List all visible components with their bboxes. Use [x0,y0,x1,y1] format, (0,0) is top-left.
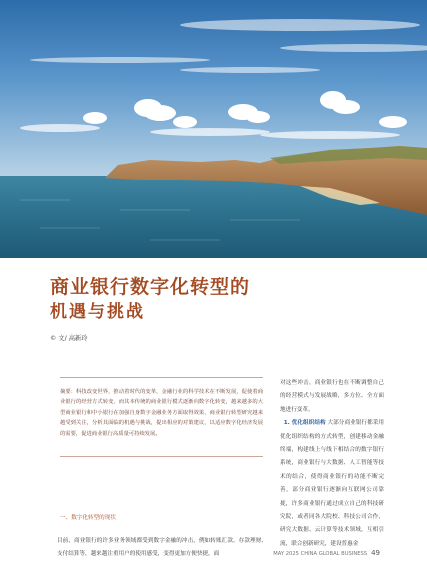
article-title: 商业银行数字化转型的 [50,276,251,298]
right-paragraph-2 [280,417,384,551]
article-subtitle: 机遇与挑战 [50,302,145,322]
page-footer [273,549,380,557]
section-heading: 一、数字化转型的现状 [60,515,116,521]
subsection-heading: 1. 优化组织结构 [283,420,326,427]
journal-name: MAY 2025 CHINA GLOBAL BUSINESS [273,551,368,557]
right-paragraph-1: 对这些冲击，商业银行也在不断调整自己的经营模式与发展战略，多方位、全方面地进行变革。 [280,380,384,413]
right-paragraph-2-text: 大部分商业银行都采用优化组织结构的方式转型，创建移动金融终端，构建线上与线下相结合的数字银行系统，商业银行与大数据、人工智能等技术的结合，使得商业银行的功能不断完善，部分商业银行逐渐向互联网公司靠拢，许多商业银行通过成立自己的科技研究院，或者同各大院校、科技公司合作，研究大数据、云计算等技术领域，互相引流，联合创新研究，建设普惠金 [280,420,384,547]
abstract-text: 摘要：科技改变世界，推动着时代的变革，金融行业的科学技术在不断发展，促使着商业银行的经营方式转变，而其本传统的商业银行模式逐渐向数字化转变，越来越多的大型商业银行和中小银行在加强自身数字金融业务方面取得效果，商业银行转型研究越来越受到关注，分析其面临的机遇与挑战，提出相应的对策建议，以适应数字化经济发展的需要，促进商业银行高质量可持续发展。 [60,377,263,439]
page-number: 49 [371,549,380,557]
abstract-divider [60,456,263,457]
hero-photo [0,0,427,258]
coastal-landscape-image [0,0,427,258]
body-paragraph: 目前，商业银行的许多业务领域都受到数字金融的冲击，例如转账汇款、存款理财、支付结算等，越来越注重用户的使用感受，变得更加方便快捷，面 [57,538,267,558]
right-column [280,377,384,551]
author-byline: © 文/ 高新玲 [50,335,88,342]
